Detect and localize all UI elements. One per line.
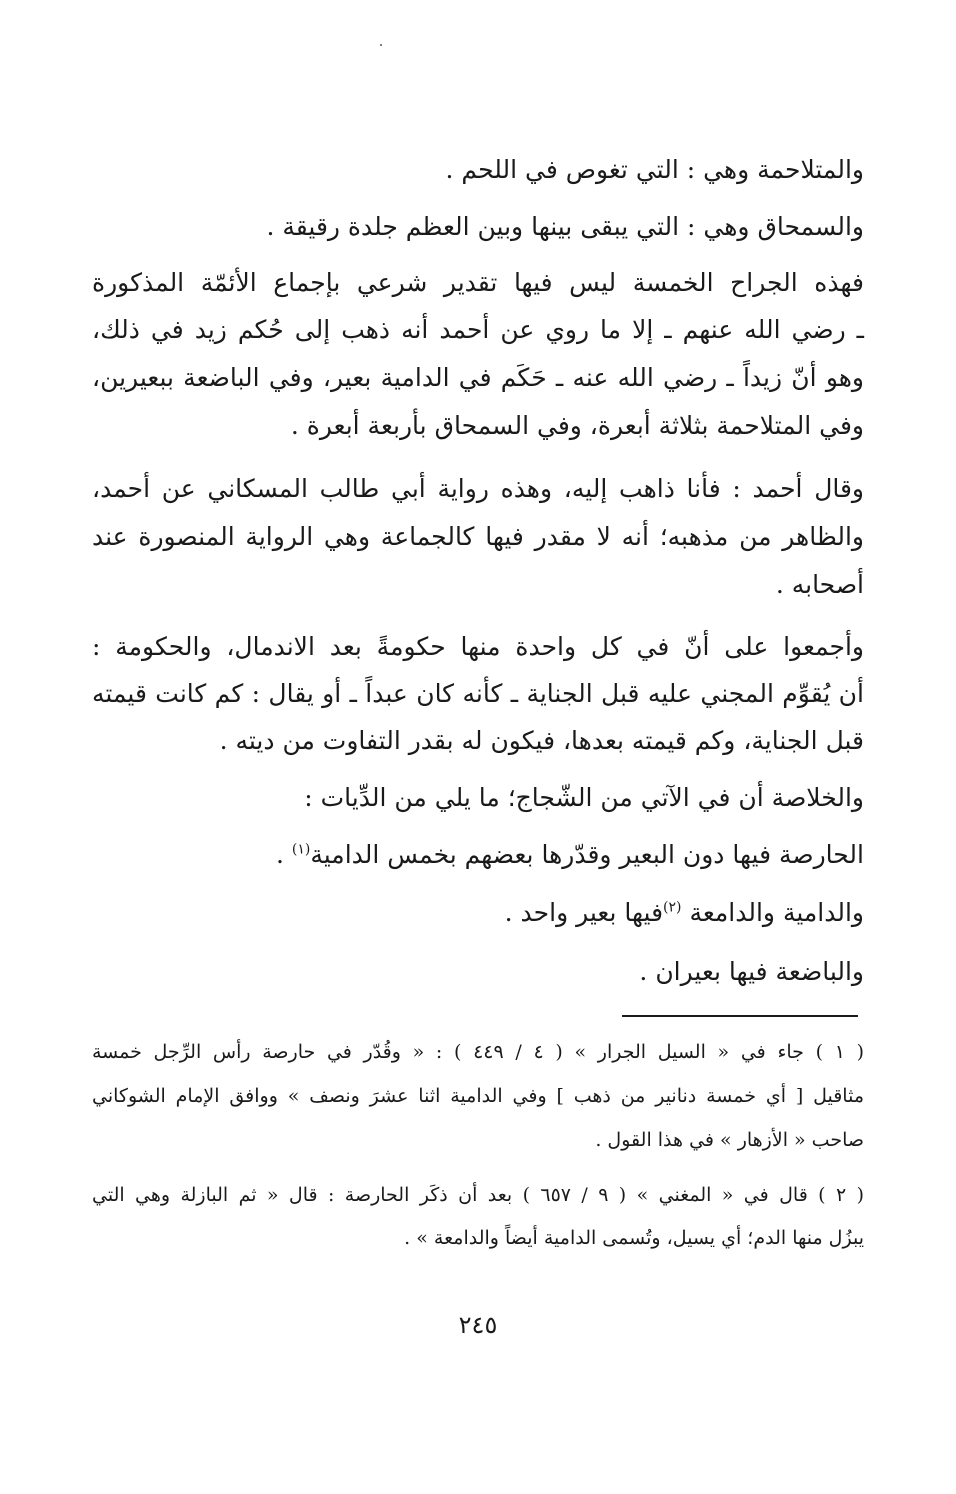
text-segment: الحارصة فيها دون البعير وقدّرها بعضهم بخمس الدامية: [310, 840, 864, 869]
text-segment: .: [275, 840, 292, 869]
footnote-ref[interactable]: (١): [291, 841, 311, 858]
text-line: أن يُقوِّم المجني عليه قبل الجناية ـ كأنه كان عبداً ـ أو يقال : كم كانت قيمته: [92, 679, 864, 708]
footnote-line: ( ٢ ) قال في « المغني » ( ٩ / ٦٥٧ ) بعد أن ذكَر الحارصة : قال « ثم البازلة وهي التي: [92, 1184, 865, 1206]
footnote-line: صاحب « الأزهار » في هذا القول .: [595, 1129, 864, 1151]
text-line: قبل الجناية، وكم قيمته بعدها، فيكون له بقدر التفاوت من ديته .: [219, 726, 864, 755]
text-line: وأجمعوا على أنّ في كل واحدة منها حكومةً بعد الاندمال، والحكومة :: [92, 632, 864, 661]
page-number: ٢٤٥: [458, 1311, 498, 1339]
footnote-line: ( ١ ) جاء في « السيل الجرار » ( ٤ / ٤٤٩ ) : « وقُدّر في حارصة رأس الرِّجل خمسة: [92, 1041, 864, 1063]
text-line: أصحابه .: [775, 570, 864, 599]
text-line: [505, 896, 864, 930]
text-segment: والدامية والدامعة: [681, 898, 864, 927]
text-line: والمتلاحمة وهي : التي تغوص في اللحم .: [445, 155, 864, 184]
text-line: والباضعة فيها بعيران .: [639, 957, 864, 986]
text-line: والسمحاق وهي : التي يبقى بينها وبين العظم جلدة رقيقة .: [266, 212, 864, 241]
text-line: والخلاصة أن في الآتي من الشّجاج؛ ما يلي من الدِّيات :: [304, 783, 864, 812]
footnote-line: يبزُل منها الدم؛ أي يسيل، وتُسمى الدامية أيضاً والدامعة » .: [404, 1227, 864, 1249]
footnote-ref[interactable]: (٢): [663, 899, 682, 916]
text-line: [276, 838, 864, 872]
footnote-separator: [622, 1015, 858, 1017]
text-line: فهذه الجراح الخمسة ليس فيها تقدير شرعي بإجماع الأئمّة المذكورة: [92, 268, 864, 297]
text-line: والظاهر من مذهبه؛ أنه لا مقدر فيها كالجماعة وهي الرواية المنصورة عند: [92, 522, 864, 551]
scan-speck: [380, 44, 382, 46]
text-line: ـ رضي الله عنهم ـ إلا ما روي عن أحمد أنه ذهب إلى حُكم زيد في ذلك،: [92, 315, 864, 344]
text-segment: فيها بعير واحد .: [504, 898, 664, 927]
text-line: وهو أنّ زيداً ـ رضي الله عنه ـ حَكَم في الدامية بعير، وفي الباضعة ببعيرين،: [92, 363, 864, 392]
text-line: وفي المتلاحمة بثلاثة أبعرة، وفي السمحاق بأربعة أبعرة .: [290, 411, 864, 440]
text-line: وقال أحمد : فأنا ذاهب إليه، وهذه رواية أبي طالب المسكاني عن أحمد،: [92, 474, 864, 503]
footnote-line: مثاقيل [ أي خمسة دنانير من ذهب ] وفي الدامية اثنا عشرَ ونصف » ووافق الإمام الشوكاني: [92, 1085, 864, 1107]
